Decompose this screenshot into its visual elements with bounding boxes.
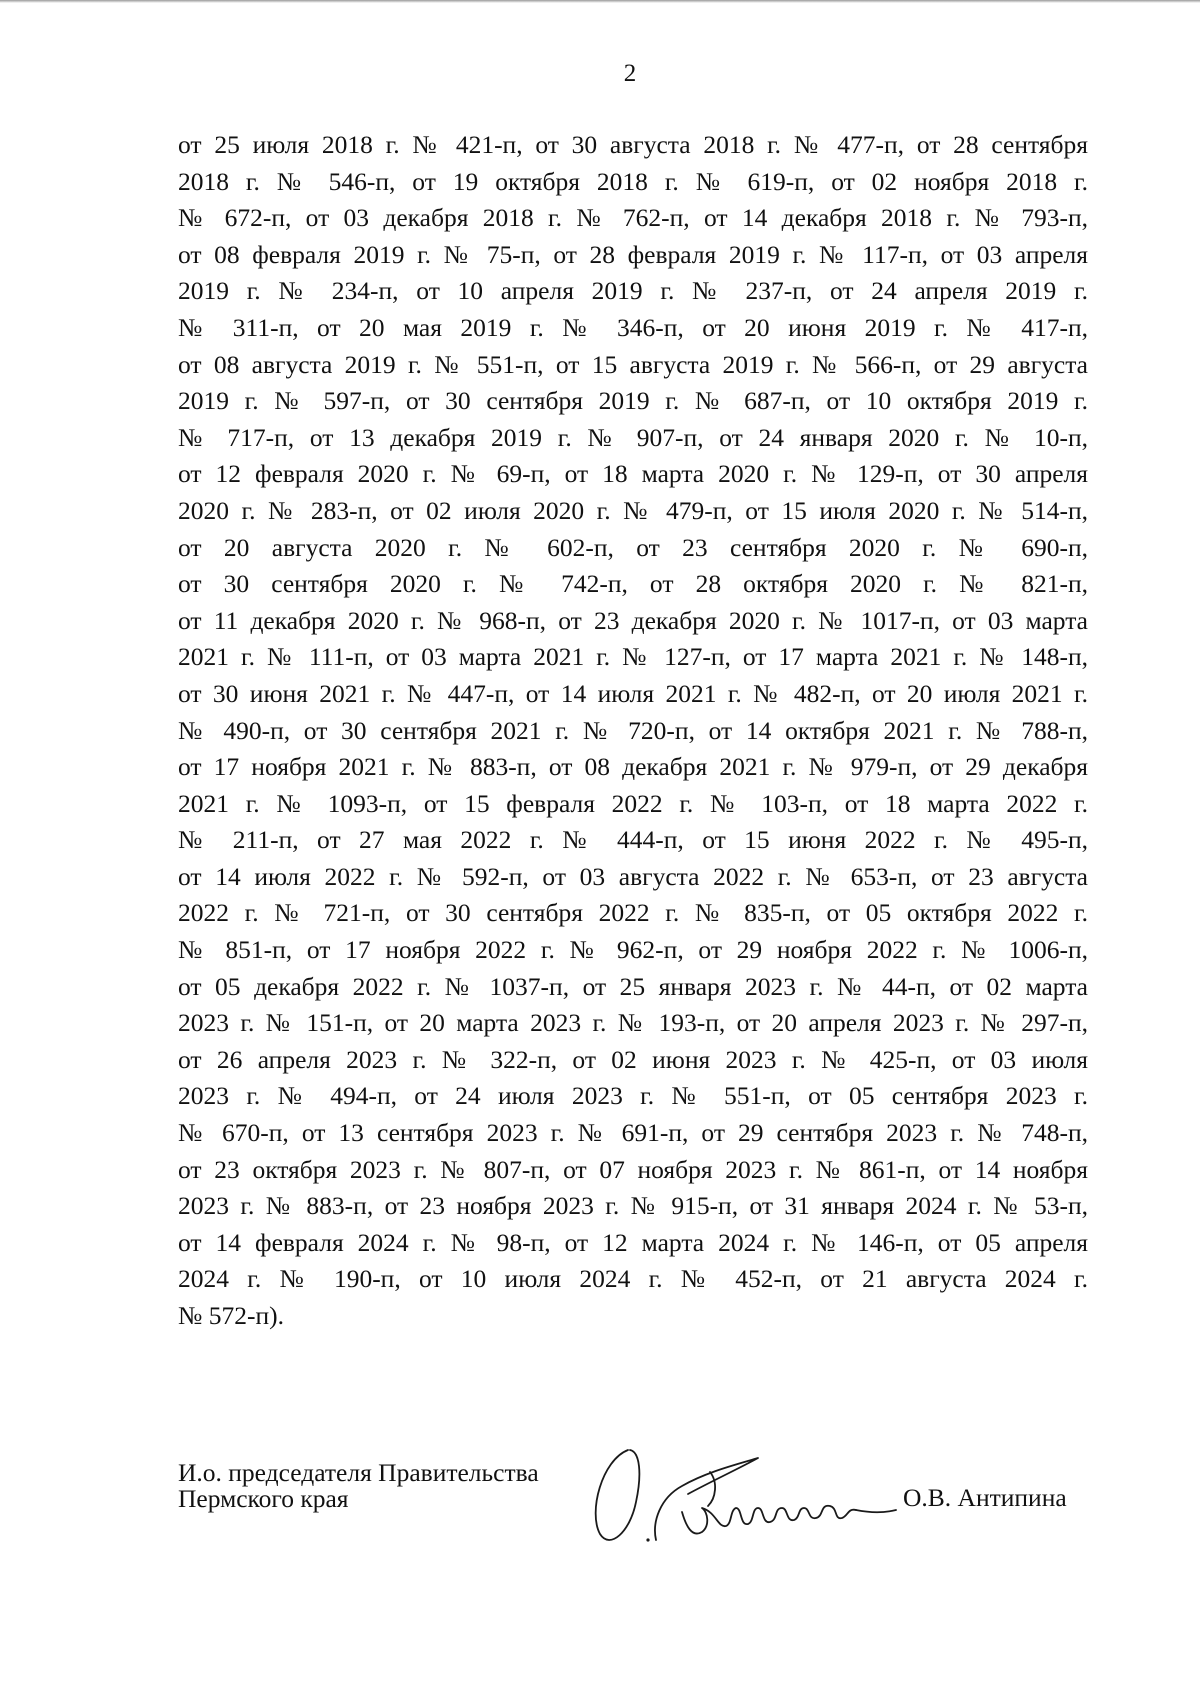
body-line: от 05 декабря 2022 г. № 1037-п, от 25 января 2023 г. № 44-п, от 02 марта xyxy=(178,971,1088,1001)
body-line: 2024 г. № 190-п, от 10 июля 2024 г. № 452-п, от 21 августа 2024 г. xyxy=(178,1264,1088,1294)
body-line: 2023 г. № 151-п, от 20 марта 2023 г. № 193-п, от 20 апреля 2023 г. № 297-п, xyxy=(178,1008,1088,1038)
body-line: от 08 февраля 2019 г. № 75-п, от 28 февраля 2019 г. № 117-п, от 03 апреля xyxy=(178,239,1088,269)
body-line: от 14 июля 2022 г. № 592-п, от 03 августа 2022 г. № 653-п, от 23 августа xyxy=(178,861,1088,891)
body-line: от 23 октября 2023 г. № 807-п, от 07 ноября 2023 г. № 861-п, от 14 ноября xyxy=(178,1154,1088,1184)
body-line: 2022 г. № 721-п, от 30 сентября 2022 г. № 835-п, от 05 октября 2022 г. xyxy=(178,898,1088,928)
page-number: 2 xyxy=(623,60,637,87)
body-line: № 311-п, от 20 мая 2019 г. № 346-п, от 20 июня 2019 г. № 417-п, xyxy=(178,312,1088,342)
body-line: от 14 февраля 2024 г. № 98-п, от 12 марта 2024 г. № 146-п, от 05 апреля xyxy=(178,1227,1088,1257)
body-line: № 572-п). xyxy=(178,1301,284,1330)
signatory-position-line-1: И.о. председателя Правительства xyxy=(178,1458,539,1487)
body-line: от 20 августа 2020 г. № 602-п, от 23 сентября 2020 г. № 690-п, xyxy=(178,532,1088,562)
handwritten-signature xyxy=(590,1442,910,1552)
body-line: 2019 г. № 234-п, от 10 апреля 2019 г. № 237-п, от 24 апреля 2019 г. xyxy=(178,276,1088,306)
body-line: от 08 августа 2019 г. № 551-п, от 15 августа 2019 г. № 566-п, от 29 августа xyxy=(178,349,1088,379)
body-line: № 672-п, от 03 декабря 2018 г. № 762-п, от 14 декабря 2018 г. № 793-п, xyxy=(178,203,1088,233)
body-line: № 490-п, от 30 сентября 2021 г. № 720-п, от 14 октября 2021 г. № 788-п, xyxy=(178,715,1088,745)
body-line: № 851-п, от 17 ноября 2022 г. № 962-п, от 29 ноября 2022 г. № 1006-п, xyxy=(178,935,1088,965)
body-line: № 717-п, от 13 декабря 2019 г. № 907-п, от 24 января 2020 г. № 10-п, xyxy=(178,422,1088,452)
signer-name: О.В. Антипина xyxy=(903,1483,1067,1512)
body-line: 2023 г. № 883-п, от 23 ноября 2023 г. № 915-п, от 31 января 2024 г. № 53-п, xyxy=(178,1191,1088,1221)
page-top-edge xyxy=(0,0,1200,3)
body-line: № 211-п, от 27 мая 2022 г. № 444-п, от 15 июня 2022 г. № 495-п, xyxy=(178,825,1088,855)
body-line: от 25 июля 2018 г. № 421-п, от 30 августа 2018 г. № 477-п, от 28 сентября xyxy=(178,130,1088,159)
body-line: от 11 декабря 2020 г. № 968-п, от 23 декабря 2020 г. № 1017-п, от 03 марта xyxy=(178,605,1088,635)
body-line: № 670-п, от 13 сентября 2023 г. № 691-п, от 29 сентября 2023 г. № 748-п, xyxy=(178,1118,1088,1148)
signatory-position xyxy=(178,1460,539,1512)
signatory-position-line-2: Пермского края xyxy=(178,1484,349,1513)
body-line: 2023 г. № 494-п, от 24 июля 2023 г. № 551-п, от 05 сентября 2023 г. xyxy=(178,1081,1088,1111)
body-line: 2021 г. № 111-п, от 03 марта 2021 г. № 127-п, от 17 марта 2021 г. № 148-п, xyxy=(178,642,1088,672)
body-line: 2020 г. № 283-п, от 02 июля 2020 г. № 479-п, от 15 июля 2020 г. № 514-п, xyxy=(178,495,1088,525)
body-paragraph xyxy=(178,127,1088,1335)
body-line: 2018 г. № 546-п, от 19 октября 2018 г. № 619-п, от 02 ноября 2018 г. xyxy=(178,166,1088,196)
body-line: 2019 г. № 597-п, от 30 сентября 2019 г. № 687-п, от 10 октября 2019 г. xyxy=(178,386,1088,416)
body-line: от 12 февраля 2020 г. № 69-п, от 18 марта 2020 г. № 129-п, от 30 апреля xyxy=(178,459,1088,489)
body-line: от 30 сентября 2020 г. № 742-п, от 28 октября 2020 г. № 821-п, xyxy=(178,569,1088,599)
body-line: от 26 апреля 2023 г. № 322-п, от 02 июня 2023 г. № 425-п, от 03 июля xyxy=(178,1044,1088,1074)
body-line: от 30 июня 2021 г. № 447-п, от 14 июля 2021 г. № 482-п, от 20 июля 2021 г. xyxy=(178,678,1088,708)
body-line: от 17 ноября 2021 г. № 883-п, от 08 декабря 2021 г. № 979-п, от 29 декабря xyxy=(178,752,1088,782)
body-line: 2021 г. № 1093-п, от 15 февраля 2022 г. № 103-п, от 18 марта 2022 г. xyxy=(178,788,1088,818)
